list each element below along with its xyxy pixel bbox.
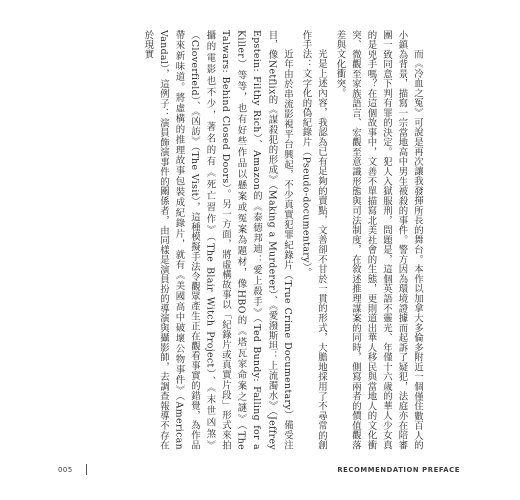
paragraph-2: 光是上述內容，我認為已有足夠的賣點，文善卻不甘於一貫的形式，大膽地採用了不尋常的創作手法：文字化的偽紀錄片（Pseudo-documentary）。 — [300, 30, 327, 450]
footer-divider — [86, 464, 87, 475]
paragraph-1: 而《冷血之冤》可說是再次讓我發揮所長的舞台。本作以加拿大多倫多附近一個僅住數百人的小鎮為背景，描寫一宗當地高中男生被殺的事件。警方因為環境證據而起訴了疑犯，法庭亦在陪審團一致同意下判有罪的決定。犯人入獄服刑，問題是，這個英語不靈光、年僅十六歲的華人少女真的是兇手嗎？在這個故事中，文善不單描寫北美社會的生態，更則道出華人移民與當地人的文化衝突、微觀至家族語言、宏觀至意識形態與司法制度，在敘述推理謀案的同時，側寫兩者的價值觀落差與文化衝突。 — [334, 30, 423, 450]
running-head: RECOMMENDATION PREFACE — [337, 466, 460, 474]
page-number: 005 — [58, 466, 73, 474]
paragraph-3: 近年由於串流影視平台興起，不少真實犯罪紀錄片（True Crime Documentary）備受注目，像Netflix的《謀殺犯的形成》（Making a Murderer）、《愛潑斯坦：上流濁水》（Jeffrey Epstein: Filthy Rich）、Amazon的《泰德邦迪：愛上殺手》（Ted Bundy: Falling for a Killer）等等，也有好些作品以懸案或冤案為題材，像HBO的《塔瓦家命案之謎》（The Talwars: Behind Closed Doors）。另一方面，將虛構故事以「紀錄片或真實片段」形式來拍攝的電影也不少，著名的有《死亡習作》（The Blair Witch Project）、《末世凶煞》（Cloverfield）、《凶訪》（The Visit），這種模擬手法令觀眾產生正在觀看事實的錯覺，為作品帶來新味道。將虛構的推理故事包裝成紀錄片，就有《美國高中破壞公物事件》（American Vandal），這例子：演員飾演事件的關係者，由同樣是演員扮的導演與攝影師，去調查報導不存在於現實 — [142, 30, 293, 450]
body-text — [90, 30, 425, 450]
